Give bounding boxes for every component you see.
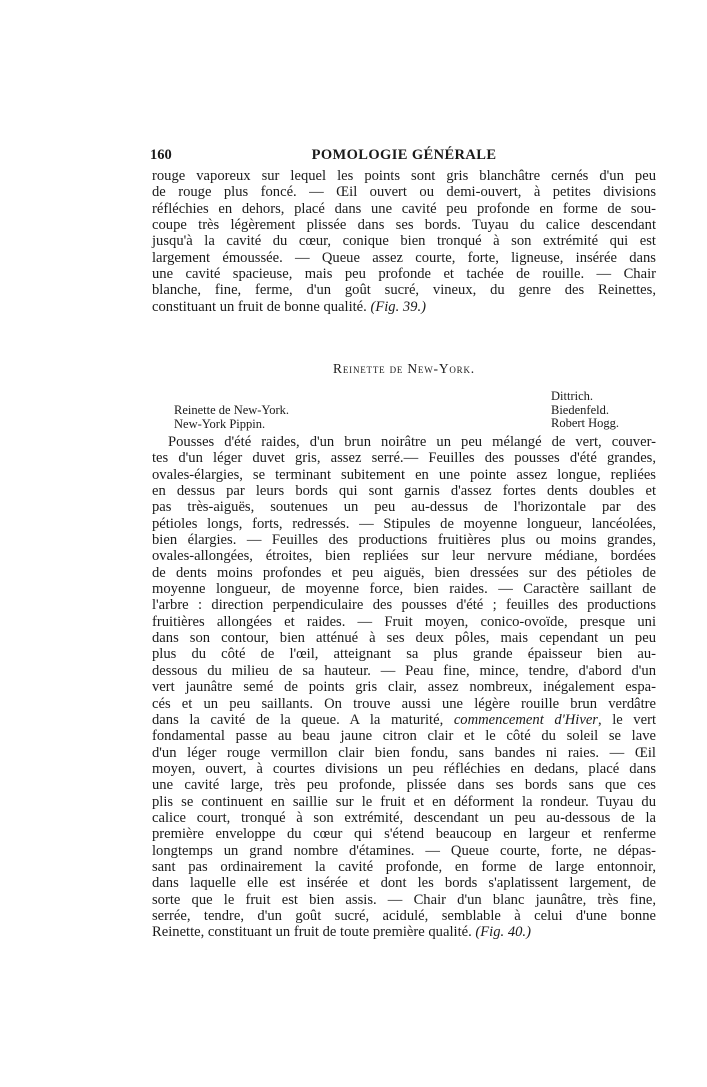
text-line: Pousses d'été raides, d'un brun noirâtre un peu mélangé de vert, couver-	[168, 434, 656, 450]
text-line: de rouge plus foncé. — Œil ouvert ou demi-ouvert, à petites divisions	[152, 184, 656, 201]
text-line: sant pas ordinairement la cavité profonde, en forme de large entonnoir,	[152, 858, 656, 875]
line-text: , le vert	[597, 711, 656, 728]
book-page	[150, 145, 656, 941]
author: Biedenfeld.	[551, 402, 609, 417]
author: Dittrich.	[551, 389, 594, 403]
text-line: une cavité spacieuse, mais peu profonde et tachée de rouille. — Chair	[152, 266, 656, 283]
text-line: moyenne longueur, de moyenne force, bien raides. — Caractère saillant de	[152, 581, 656, 598]
line-text: Reinette, constituant un fruit de toute première qualité.	[152, 924, 476, 941]
text-line: pas très-aiguës, soutenues un peu au-dessus de l'horizontale par des	[152, 499, 656, 516]
text-line: vert jaunâtre semé de points gris clair, assez nombreux, inégalement espa-	[152, 679, 656, 696]
text-line: plus du côté de l'œil, atteignant sa plus grande épaisseur bien au-	[152, 646, 656, 663]
text-line: première enveloppe du cœur qui s'étend beaucoup en largeur et renferme	[152, 826, 656, 843]
running-head	[152, 145, 656, 165]
line-text: dans la cavité de la queue. A la maturité,	[152, 711, 454, 728]
text-line: tes d'un léger duvet gris, assez serré.— Feuilles des pousses d'été grandes,	[152, 450, 656, 467]
figure-reference: (Fig. 40.)	[475, 924, 531, 941]
text-line: pétioles longs, forts, redressés. — Stipules de moyenne longueur, lancéolées,	[152, 515, 656, 532]
figure-reference: (Fig. 39.)	[370, 298, 426, 315]
text-line	[152, 712, 656, 728]
running-title: POMOLOGIE GÉNÉRALE	[311, 147, 497, 163]
text-line: fondamental passe au beau jaune citron clair et le côté du soleil se lave	[152, 728, 656, 745]
text-line: rouge vaporeux sur lequel les points sont gris blanchâtre cernés d'un peu	[152, 168, 656, 184]
description-paragraph	[152, 434, 656, 941]
section-title: Reinette de New-York.	[333, 361, 475, 376]
page-number: 160	[150, 147, 172, 163]
text-line: blanche, fine, ferme, d'un goût sucré, vineux, du genre des Reinettes,	[152, 282, 656, 299]
text-line: réfléchies en dehors, placé dans une cavité peu profonde en forme de sou-	[152, 200, 656, 217]
text-line: longtemps un grand nombre d'étamines. — Queue courte, forte, ne dépas-	[152, 842, 656, 859]
text-line: plis se continuent en saillie sur le fruit et en déforment la rondeur. Tuyau du	[152, 793, 656, 810]
text-line: d'un léger rouge vermillon clair bien fondu, sans bandes ni raies. — Œil	[152, 744, 656, 761]
line-text: constituant un fruit de bonne qualité.	[152, 298, 371, 315]
text-line: une cavité large, très peu profonde, plissée dans ses bords sans que ces	[152, 777, 656, 794]
author: Robert Hogg.	[551, 416, 620, 430]
text-line: ovales-élargies, se terminant subitement en une pointe assez longue, repliées	[152, 466, 656, 483]
text-line	[152, 299, 656, 315]
text-line: dans son contour, bien atténué à ses deux pôles, mais cependant un peu	[152, 630, 656, 647]
continued-paragraph	[152, 168, 656, 315]
season-emphasis: commencement d'Hiver	[453, 711, 598, 728]
synonym-authors	[551, 390, 619, 431]
text-line: dessous du milieu de sa hauteur. — Peau fine, mince, tendre, d'abord d'un	[152, 662, 656, 679]
text-line: fruitières allongées et raides. — Fruit moyen, conico-ovoïde, presque uni	[152, 613, 656, 630]
text-line: l'arbre : direction perpendiculaire des pousses d'été ; feuilles des productions	[152, 597, 656, 614]
text-line: ovales-allongées, étroites, bien repliées sur leur nervure médiane, bordées	[152, 548, 656, 565]
text-line: moyen, ouvert, à courtes divisions un peu réfléchies en dedans, placé dans	[152, 760, 656, 777]
text-line: en dessus par leurs bords qui sont garnis d'assez fortes dents doubles et	[152, 483, 656, 500]
text-line	[152, 924, 656, 940]
text-line: dans laquelle elle est insérée et dont les bords s'aplatissent largement, de	[152, 875, 656, 892]
text-line: largement émoussée. — Queue assez courte, forte, ligneuse, insérée dans	[152, 249, 656, 266]
text-line: de dents moins profondes et peu aiguës, bien dressées sur des pétioles de	[152, 564, 656, 581]
synonym: New-York Pippin.	[174, 416, 266, 431]
text-line: serrée, tendre, d'un goût sucré, acidulé, semblable à celui d'une bonne	[152, 907, 656, 924]
synonym-names	[174, 404, 289, 431]
text-line: calice court, tronqué à son extrémité, descendant un peu au-dessous de la	[152, 809, 656, 826]
text-line: cés et un peu saillants. On trouve aussi une légère rouille brun verdâtre	[152, 695, 656, 712]
text-line: coupe très légèrement plissée dans ses bords. Tuyau du calice descendant	[152, 217, 656, 234]
synonym: Reinette de New-York.	[174, 403, 290, 417]
text-line: bien élargies. — Feuilles des productions fruitières plus ou moins grandes,	[152, 532, 656, 549]
text-line: jusqu'à la cavité du cœur, conique bien tronqué à son extrémité qui est	[152, 233, 656, 250]
text-line: sorte que le fruit est bien assis. — Chair d'un blanc jaunâtre, très fine,	[152, 891, 656, 908]
